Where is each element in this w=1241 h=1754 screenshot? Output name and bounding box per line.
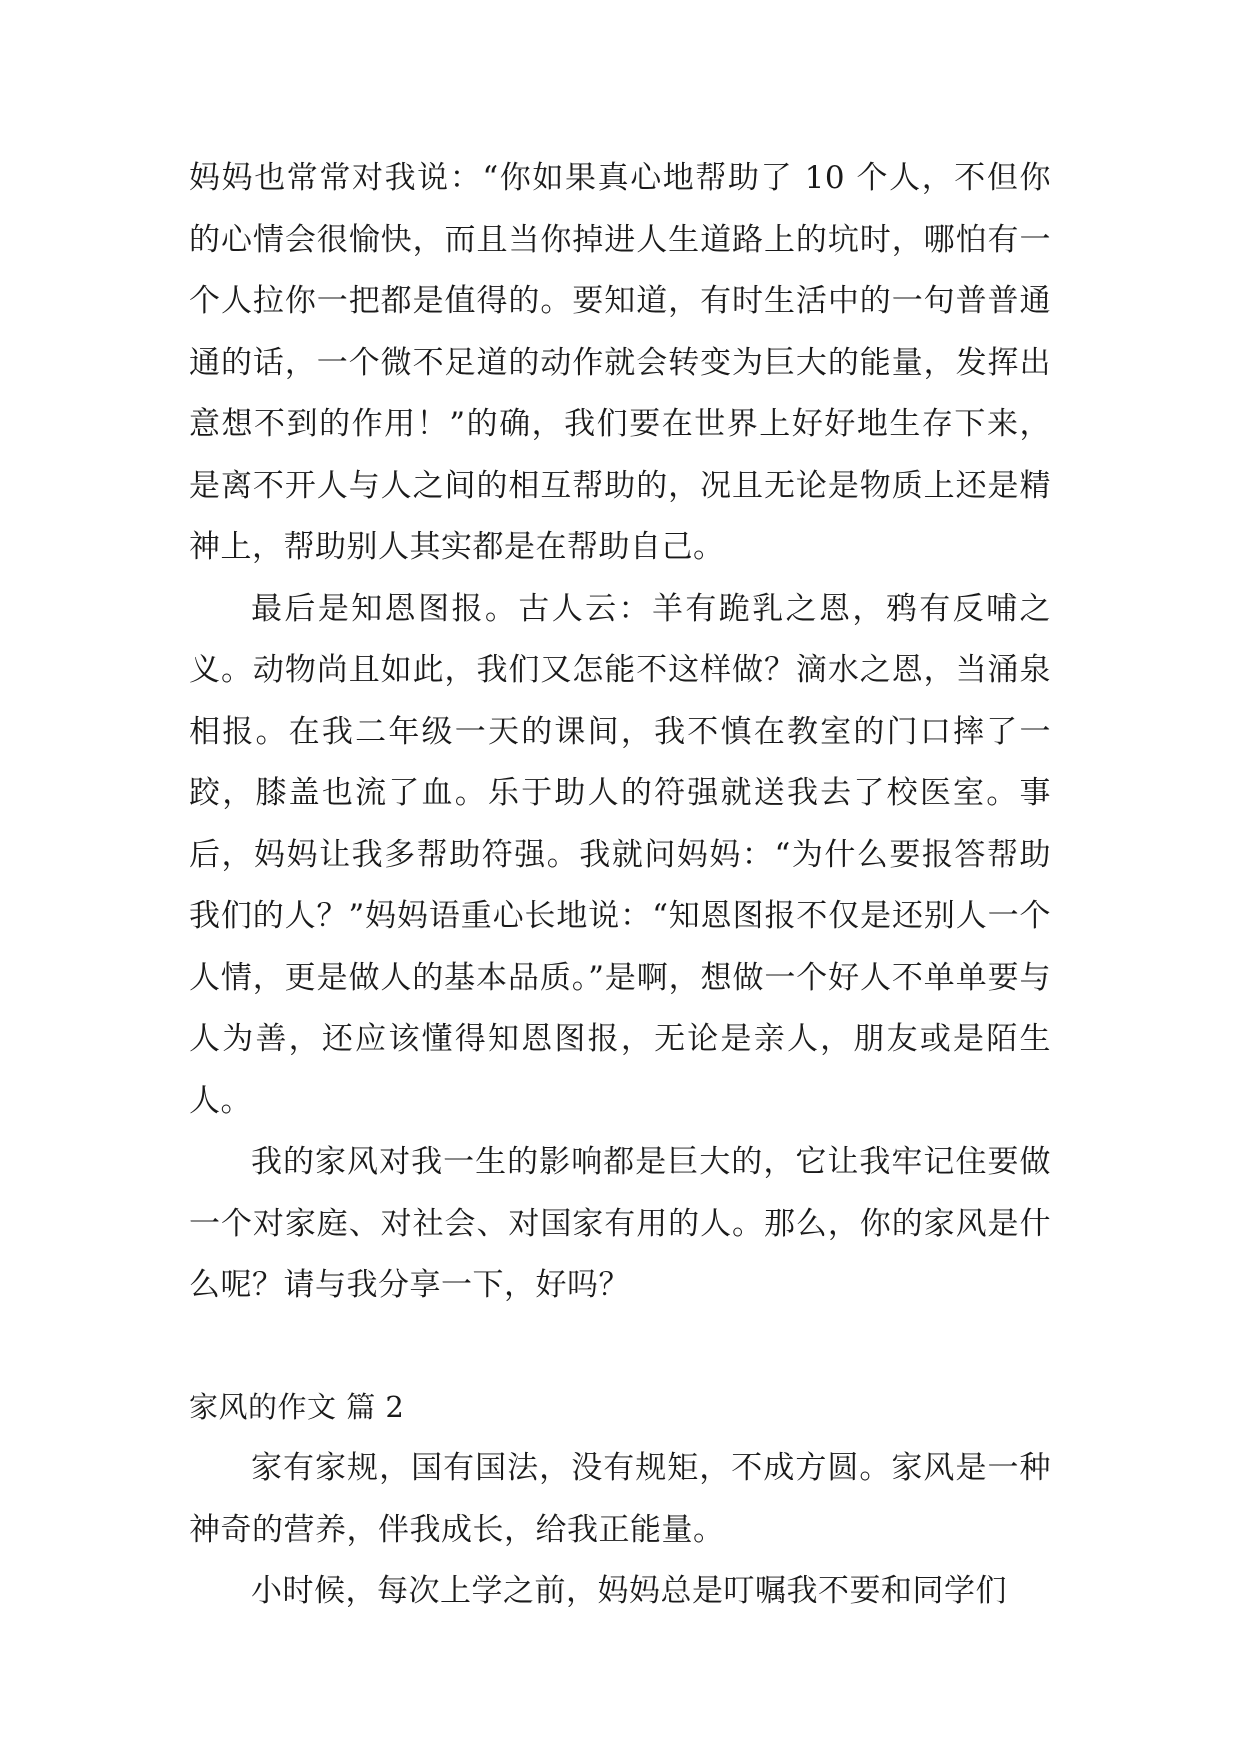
paragraph-mother-advice: 妈妈也常常对我说：“你如果真心地帮助了 10 个人，不但你的心情会很愉快，而且当你掉进人生道路上的坑时，哪怕有一个人拉你一把都是值得的。要知道，有时生活中的一句普普通通的话，一个微不足道的动作就会转变为巨大的能量，发挥出意想不到的作用！”的确，我们要在世界上好好地生存下来，是离不开人与人之间的相互帮助的，况且无论是物质上还是精神上，帮助别人其实都是在帮助自己。 xyxy=(189,160,1051,565)
paragraph-conclusion: 我的家风对我一生的影响都是巨大的，它让我牢记住要做一个对家庭、对社会、对国家有用的人。那么，你的家风是什么呢？请与我分享一下，好吗？ xyxy=(189,1144,1051,1303)
paragraph-childhood: 小时候，每次上学之前，妈妈总是叮嘱我不要和同学们 xyxy=(251,1573,1007,1609)
paragraph-gratitude: 最后是知恩图报。古人云：羊有跪乳之恩，鸦有反哺之义。动物尚且如此，我们又怎能不这样做？滴水之恩，当涌泉相报。在我二年级一天的课间，我不慎在教室的门口摔了一跤，膝盖也流了血。乐于助人的符强就送我去了校医室。事后，妈妈让我多帮助符强。我就问妈妈：“为什么要报答帮助我们的人？”妈妈语重心长地说：“知恩图报不仅是还别人一个人情，更是做人的基本品质。”是啊，想做一个好人不单单要与人为善，还应该懂得知恩图报，无论是亲人，朋友或是陌生人。 xyxy=(189,590,1051,1119)
document-page xyxy=(189,148,1051,1623)
paragraph-family-rules: 家有家规，国有国法，没有规矩，不成方圆。家风是一种神奇的营养，伴我成长，给我正能量。 xyxy=(189,1450,1051,1548)
section-gap xyxy=(189,1317,1051,1377)
section-title: 家风的作文 篇 2 xyxy=(189,1389,405,1424)
